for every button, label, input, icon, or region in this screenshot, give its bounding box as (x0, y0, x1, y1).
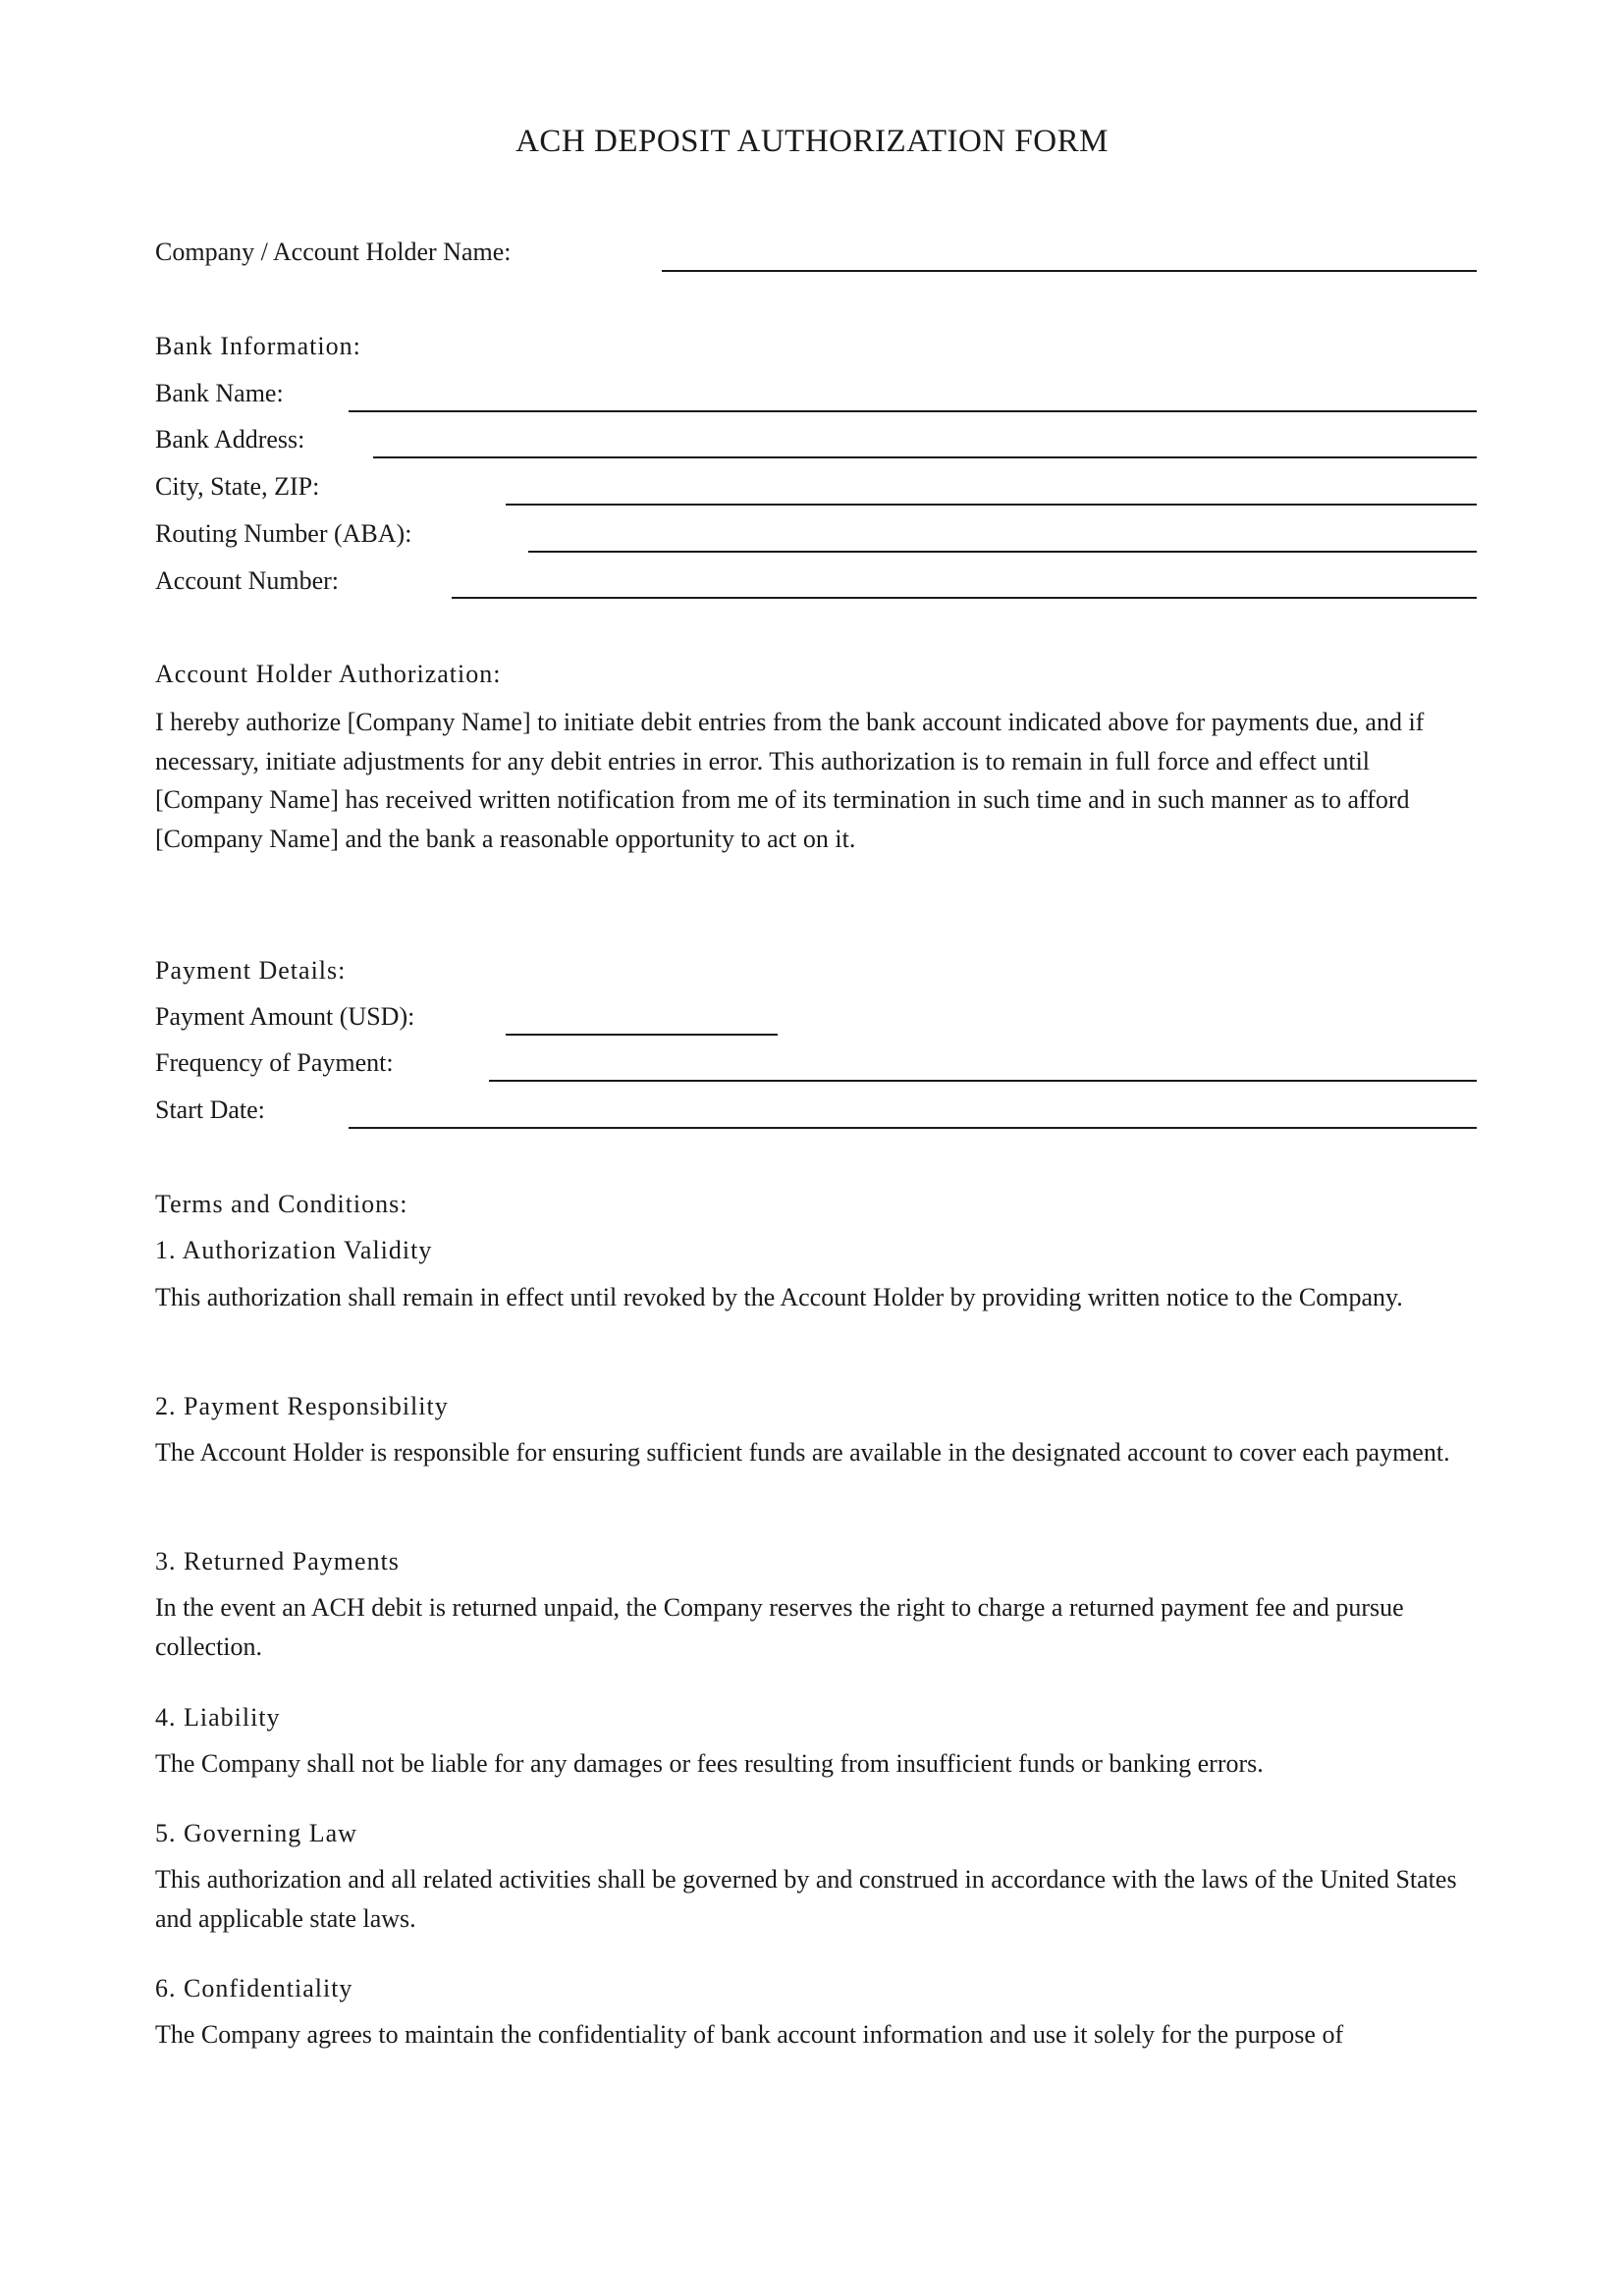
account-number-label: Account Number: (155, 566, 340, 595)
term-heading-1: 1. Authorization Validity (155, 1236, 433, 1264)
company-name-label: Company / Account Holder Name: (155, 238, 512, 266)
start-date-field[interactable] (349, 1127, 1477, 1129)
payment-frequency-label: Frequency of Payment: (155, 1048, 394, 1077)
bank-information-heading: Bank Information: (155, 332, 361, 360)
term-heading-4: 4. Liability (155, 1703, 281, 1732)
term-heading-3: 3. Returned Payments (155, 1547, 400, 1575)
bank-name-label: Bank Name: (155, 379, 284, 407)
bank-address-field[interactable] (373, 456, 1477, 458)
term-text-4: The Company shall not be liable for any damages or fees resulting from insufficient funds or banking errors. (155, 1749, 1264, 1778)
term-text-6: The Company agrees to maintain the confidentiality of bank account information and use it solely for the purpose of (155, 2020, 1344, 2049)
term-text-3: In the event an ACH debit is returned unpaid, the Company reserves the right to charge a returned payment fee and pursue collection. (155, 1593, 1404, 1661)
payment-details-heading: Payment Details: (155, 956, 347, 985)
start-date-label: Start Date: (155, 1095, 265, 1124)
term-heading-5: 5. Governing Law (155, 1819, 357, 1847)
authorization-text: I hereby authorize [Company Name] to initiate debit entries from the bank account indicated above for payments due, and if necessary, initiate adjustments for any debit entries in error. This authorization is to remain in full force and effect until [Company Name] has received written notification from me of its termination in such time and in such manner as to afford [Company Name] and the bank a reasonable opportunity to act on it. (155, 708, 1425, 853)
routing-number-field[interactable] (528, 551, 1477, 553)
routing-number-label: Routing Number (ABA): (155, 519, 412, 548)
term-heading-6: 6. Confidentiality (155, 1974, 353, 2002)
account-number-field[interactable] (452, 597, 1477, 599)
bank-name-field[interactable] (349, 410, 1477, 412)
term-text-2: The Account Holder is responsible for ensuring sufficient funds are available in the designated account to cover each payment. (155, 1438, 1450, 1467)
authorization-heading: Account Holder Authorization: (155, 660, 502, 688)
term-heading-2: 2. Payment Responsibility (155, 1392, 449, 1420)
bank-address-label: Bank Address: (155, 425, 305, 454)
terms-heading: Terms and Conditions: (155, 1190, 408, 1218)
term-text-5: This authorization and all related activities shall be governed by and construed in accordance with the laws of the United States and applicable state laws. (155, 1865, 1457, 1933)
payment-amount-label: Payment Amount (USD): (155, 1002, 415, 1031)
city-state-zip-label: City, State, ZIP: (155, 472, 320, 501)
city-state-zip-field[interactable] (506, 504, 1477, 506)
document-title: ACH DEPOSIT AUTHORIZATION FORM (515, 124, 1109, 159)
term-text-1: This authorization shall remain in effect until revoked by the Account Holder by providing written notice to the Company. (155, 1283, 1403, 1311)
payment-amount-field[interactable] (506, 1034, 778, 1036)
company-name-field[interactable] (662, 270, 1477, 272)
payment-frequency-field[interactable] (489, 1080, 1477, 1082)
